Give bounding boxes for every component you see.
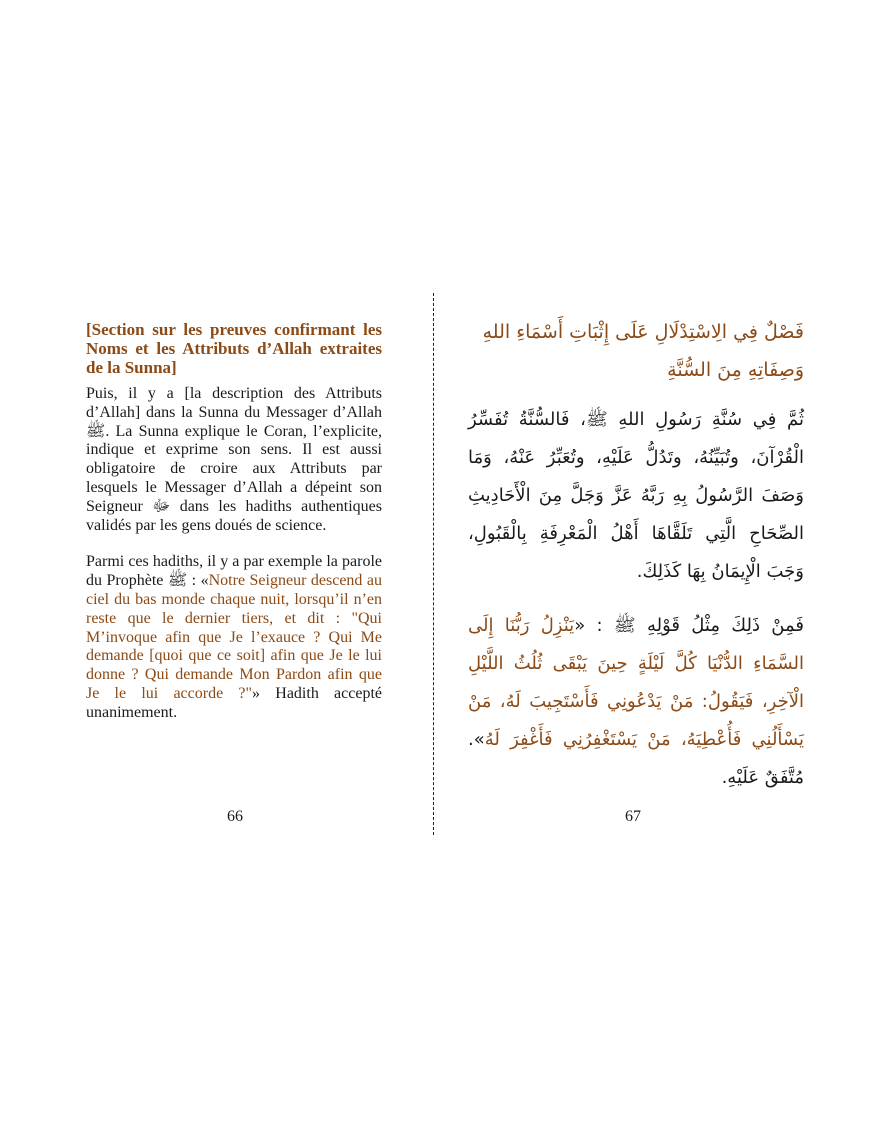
section-title-french: [Section sur les preuves confirmant les Noms et les Attributs d’Allah extraites de la Sunna] bbox=[86, 320, 382, 377]
french-paragraph-2 bbox=[86, 553, 382, 722]
page-number-left: 66 bbox=[227, 808, 243, 825]
arabic-paragraph-2-intro: فَمِنْ ذَلِكَ مِثْلُ قَوْلِهِ ﷺ : « bbox=[574, 615, 804, 636]
right-page-content bbox=[468, 313, 804, 813]
arabic-paragraph-2-outro: ». مُتَّفَقٌ عَلَيْهِ. bbox=[468, 729, 804, 788]
section-title-arabic: فَصْلٌ فِي الِاسْتِدْلَالِ عَلَى إِثْبَاتِ أَسْمَاءِ اللهِ وَصِفَاتِهِ مِنَ السُّنَّةِ bbox=[482, 321, 804, 381]
french-paragraph-1: Puis, il y a [la description des Attributs d’Allah] dans la Sunna du Messager d’Allah ﷺ. La Sunna explique le Coran, l’explicite, indique et exprime son sens. Il est aussi obligatoire de croire aux Attributs par lesquels le Messager d’Allah a dépeint son Seigneur ﷻ dans les hadiths authentiques validés par les gens doués de science. bbox=[86, 385, 382, 534]
arabic-paragraph-2 bbox=[468, 607, 804, 797]
page-number-right: 67 bbox=[625, 808, 641, 825]
left-page-content bbox=[86, 320, 382, 741]
french-paragraph-2-intro: Parmi ces hadiths, il y a par exemple la parole du Prophète ﷺ : « bbox=[86, 553, 382, 590]
french-paragraph-2-outro: » Hadith accepté unanimement. bbox=[86, 684, 382, 721]
arabic-hadith-quote: يَنْزِلُ رَبُّنَا إِلَى السَّمَاءِ الدُّنْيَا كُلَّ لَيْلَةٍ حِينَ يَبْقَى ثُلُثُ اللَّيْلِ الْآخِرِ، فَيَقُولُ: مَنْ يَدْعُونِي فَأَسْتَجِيبَ لَهُ، مَنْ يَسْأَلُنِي فَأُعْطِيَهُ، مَنْ يَسْتَغْفِرُنِي فَأَغْفِرَ لَهُ bbox=[468, 615, 804, 750]
arabic-paragraph-1: ثُمَّ فِي سُنَّةِ رَسُولِ اللهِ ﷺ، فَالسُّنَّةُ تُفَسِّرُ الْقُرْآنَ، وتُبَيِّنُهُ، وتَدُلُّ عَلَيْهِ، وتُعَبِّرُ عَنْهُ، وَمَا وَصَفَ الرَّسُولُ بِهِ رَبَّهُ عَزَّ وَجَلَّ مِنَ الْأَحَادِيثِ الصِّحَاحِ الَّتِي تَلَقَّاهَا أَهْلُ الْمَعْرِفَةِ بِالْقَبُولِ، وَجَبَ الْإِيمَانُ بِهَا كَذَلِكَ. bbox=[468, 409, 804, 582]
page-divider bbox=[433, 293, 434, 835]
french-hadith-quote: Notre Seigneur descend au ciel du bas monde chaque nuit, lorsqu’il n’en reste que le dernier tiers, et dit : "Qui M’invoque afin que Je l’exauce ? Qui Me demande [quoi que ce soit] afin que Je le lui donne ? Qui demande Mon Pardon afin que Je le lui accorde ?" bbox=[86, 572, 383, 702]
